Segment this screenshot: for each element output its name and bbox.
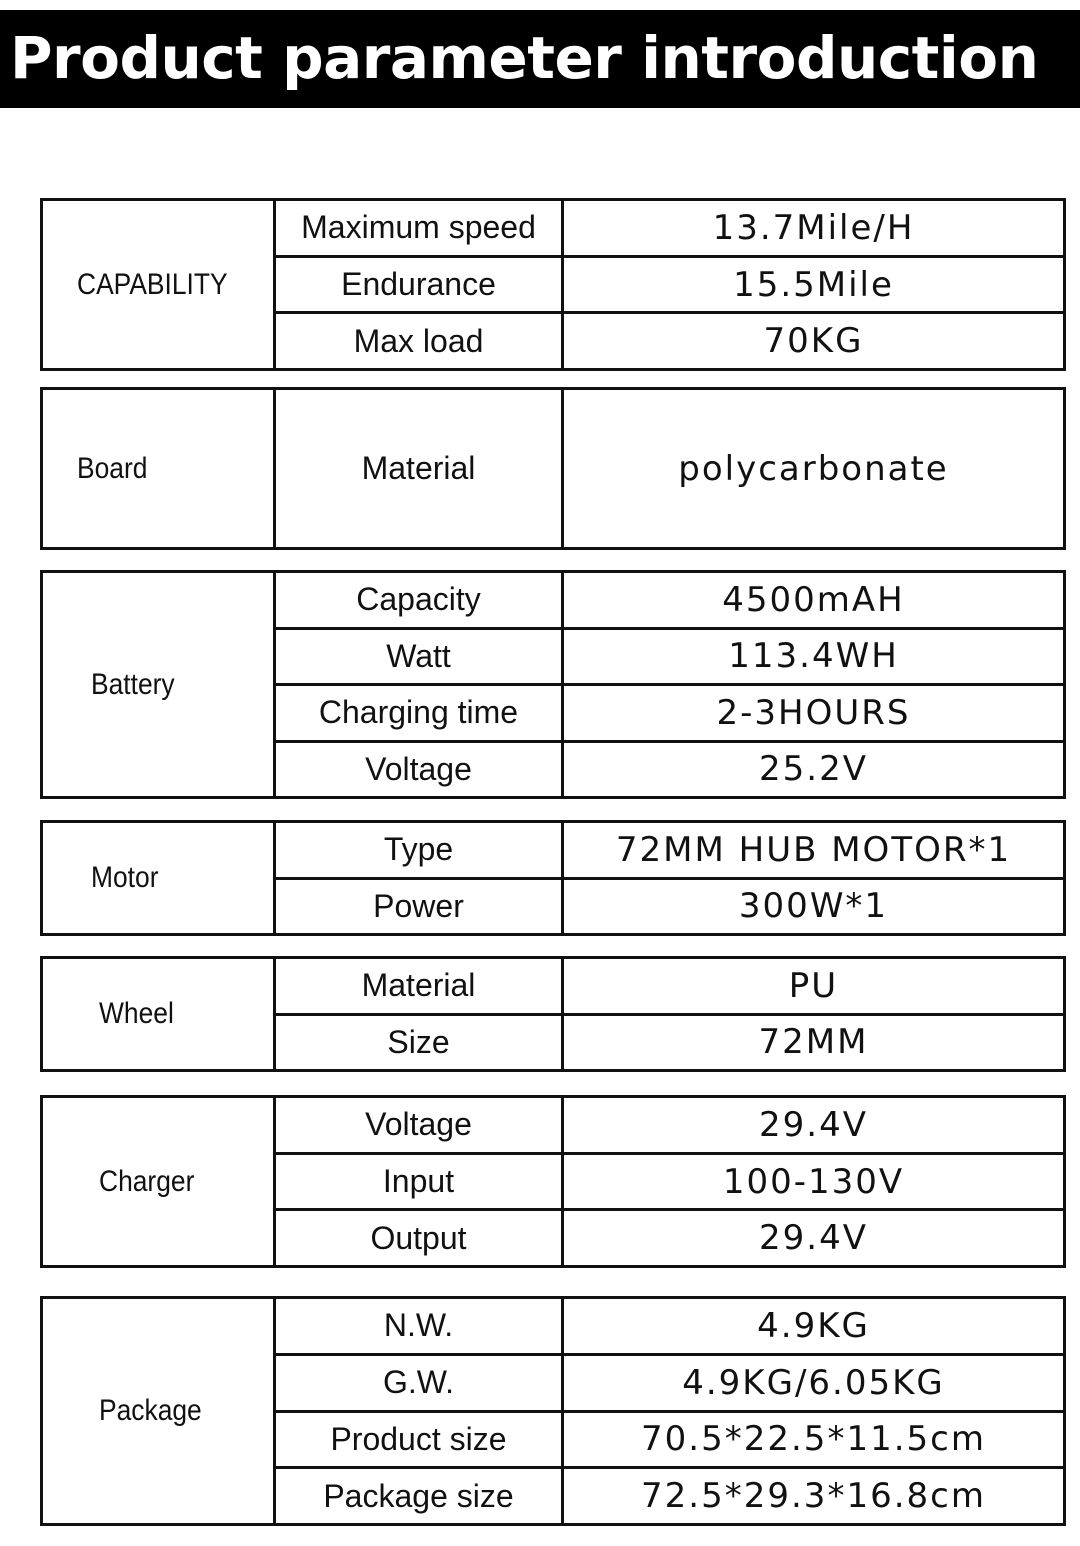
param-label: Output: [276, 1211, 564, 1265]
spec-row: [276, 686, 1063, 743]
param-label: Input: [276, 1155, 564, 1209]
param-value: 4500mAH: [722, 579, 905, 620]
param-value: 70KG: [763, 321, 864, 362]
spec-row: [276, 573, 1063, 630]
param-label: Capacity: [276, 573, 564, 627]
category-label: Package: [43, 1299, 276, 1523]
param-value: 70.5*22.5*11.5cm: [641, 1419, 986, 1460]
param-label: G.W.: [276, 1356, 564, 1410]
category-label: Wheel: [43, 959, 276, 1069]
spec-row: [276, 1211, 1063, 1265]
param-label: Power: [276, 880, 564, 934]
param-value: 13.7Mile/H: [712, 207, 915, 248]
spec-group-wheel: [40, 956, 1066, 1072]
category-label: Board: [43, 390, 276, 547]
category-label: Motor: [43, 823, 276, 933]
param-value: 72.5*29.3*16.8cm: [641, 1476, 986, 1517]
param-value: 15.5Mile: [733, 264, 894, 305]
param-label: Maximum speed: [276, 201, 564, 255]
param-value: 4.9KG: [757, 1305, 870, 1346]
param-label: Max load: [276, 314, 564, 368]
spec-row: [276, 1356, 1063, 1413]
param-value: 2-3HOURS: [716, 692, 911, 733]
spec-row: [276, 390, 1063, 547]
param-value: 29.4V: [759, 1218, 868, 1259]
spec-row: [276, 823, 1063, 880]
category-label: Battery: [43, 573, 276, 796]
spec-group-board: [40, 387, 1066, 550]
param-label: Endurance: [276, 258, 564, 312]
spec-row: [276, 743, 1063, 797]
category-label: Charger: [43, 1098, 276, 1265]
param-value: PU: [788, 965, 839, 1006]
param-label: N.W.: [276, 1299, 564, 1353]
param-label: Voltage: [276, 743, 564, 797]
spec-row: [276, 1413, 1063, 1470]
param-value: 4.9KG/6.05KG: [682, 1362, 945, 1403]
param-value: 300W*1: [738, 886, 889, 927]
param-label: Charging time: [276, 686, 564, 740]
category-label: CAPABILITY: [43, 201, 276, 368]
spec-group-motor: [40, 820, 1066, 936]
param-label: Material: [276, 959, 564, 1013]
param-label: Product size: [276, 1413, 564, 1467]
spec-row: [276, 201, 1063, 258]
spec-row: [276, 1299, 1063, 1356]
spec-row: [276, 1469, 1063, 1523]
spec-row: [276, 630, 1063, 687]
param-label: Watt: [276, 630, 564, 684]
param-value: 72MM: [758, 1022, 869, 1063]
title-banner: [0, 10, 1080, 108]
param-value: 100-130V: [722, 1161, 905, 1202]
param-label: Type: [276, 823, 564, 877]
param-label: Package size: [276, 1469, 564, 1523]
param-value: polycarbonate: [678, 448, 949, 489]
spec-row: [276, 314, 1063, 368]
spec-row: [276, 959, 1063, 1016]
spec-group-package: [40, 1296, 1066, 1526]
spec-row: [276, 880, 1063, 934]
param-label: Material: [276, 390, 564, 547]
spec-row: [276, 258, 1063, 315]
spec-group-charger: [40, 1095, 1066, 1268]
param-label: Voltage: [276, 1098, 564, 1152]
page-title: Product parameter introduction: [10, 24, 1039, 92]
spec-row: [276, 1155, 1063, 1212]
param-value: 113.4WH: [728, 636, 899, 677]
param-value: 25.2V: [759, 749, 868, 790]
spec-row: [276, 1098, 1063, 1155]
param-value: 29.4V: [759, 1104, 868, 1145]
param-label: Size: [276, 1016, 564, 1070]
spec-group-battery: [40, 570, 1066, 799]
param-value: 72MM HUB MOTOR*1: [615, 829, 1012, 870]
spec-row: [276, 1016, 1063, 1070]
spec-group-capability: [40, 198, 1066, 371]
